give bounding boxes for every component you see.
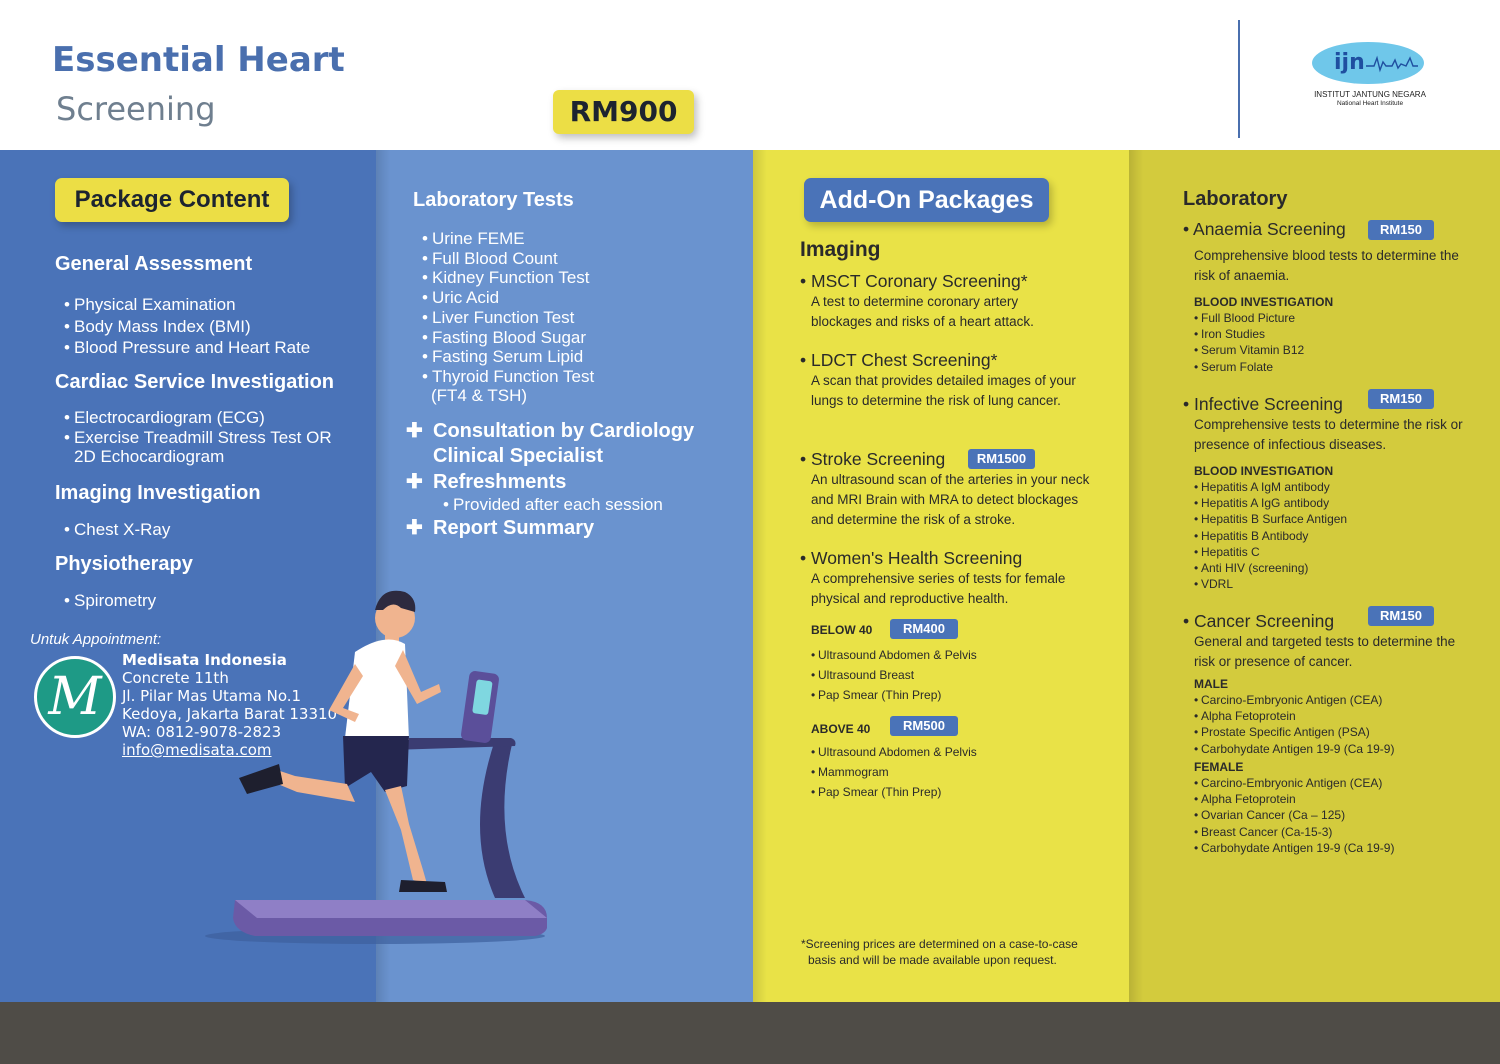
ldct-title-text: LDCT Chest Screening* [811,350,998,370]
header [0,0,1500,150]
laboratory-tests-list [422,229,594,387]
womens-health-title-text: Women's Health Screening [811,548,1023,568]
physiotherapy-list [64,590,156,612]
list-item: • Hepatitis B Antibody [1194,528,1347,544]
section-title-cardiac-service: Cardiac Service Investigation [55,371,335,393]
list-item: • Mammogram [811,762,977,782]
msct-description: A test to determine coronary artery blockages and risks of a heart attack. [811,294,1034,329]
ldct-title: • LDCT Chest Screening* [800,350,998,370]
column-shadow [1129,150,1143,1002]
female-test-list [1194,775,1394,856]
list-item: • Hepatitis C [1194,544,1347,560]
plus-icon: ✚ [406,420,423,442]
list-item: • Ultrasound Breast [811,665,977,685]
list-item: • Serum Vitamin B12 [1194,342,1304,358]
list-item: • Carcino-Embryonic Antigen (CEA) [1194,775,1394,791]
below-40-list [811,645,977,705]
refreshments-note [443,495,663,515]
address-line: Jl. Pilar Mas Utama No.1 [122,687,302,705]
section-title-physiotherapy: Physiotherapy [55,553,193,575]
stroke-title: • Stroke Screening [800,449,946,469]
list-item: • Carbohydate Antigen 19-9 (Ca 19-9) [1194,840,1394,856]
list-item: • Pap Smear (Thin Prep) [811,685,977,705]
stroke-title-text: Stroke Screening [811,449,946,469]
infective-title: • Infective Screening [1183,394,1343,414]
list-item: • Fasting Serum Lipid [422,347,594,367]
list-item: • Exercise Treadmill Stress Test OR [64,428,332,448]
laboratory-heading: Laboratory [1183,188,1288,210]
page-subtitle: Screening [56,90,216,128]
anaemia-test-list [1194,310,1304,375]
refreshments-item [406,470,746,495]
general-assessment-list [64,294,310,359]
msct-title-text: MSCT Coronary Screening* [811,271,1028,291]
female-label: FEMALE [1194,760,1244,774]
clinic-name: Medisata Indonesia [122,651,287,669]
anaemia-title: • Anaemia Screening [1183,219,1346,239]
runner-treadmill-illustration [195,580,555,980]
anaemia-description: Comprehensive blood tests to determine the risk of anaemia. [1194,248,1459,283]
logo-name: INSTITUT JANTUNG NEGARA [1314,90,1426,99]
list-item: • Hepatitis A IgG antibody [1194,495,1347,511]
anaemia-title-text: Anaemia Screening [1193,219,1346,239]
ijn-logo [1300,42,1440,114]
list-item: • Thyroid Function Test [422,367,594,387]
list-item: • Spirometry [64,590,156,612]
infective-blood-investigation-label: BLOOD INVESTIGATION [1194,464,1334,478]
header-divider [1238,20,1240,138]
footnote-line: *Screening prices are determined on a case-to-case [801,937,1078,951]
list-item: • Blood Pressure and Heart Rate [64,337,310,359]
above-40-list [811,742,977,802]
report-summary-label: Report Summary [433,517,595,539]
list-item: • Liver Function Test [422,308,594,328]
email-link[interactable]: info@medisata.com [122,741,272,759]
list-item: • Provided after each session [443,495,663,515]
package-price-badge: RM900 [553,90,694,134]
addon-packages-heading: Add-On Packages [804,178,1049,222]
infective-price-tag: RM150 [1368,389,1434,409]
list-item: • Ovarian Cancer (Ca – 125) [1194,807,1394,823]
ldct-description: A scan that provides detailed images of your lungs to determine the risk of lung cancer. [811,373,1076,408]
list-item: • Fasting Blood Sugar [422,328,594,348]
plus-icon: ✚ [406,517,423,539]
list-item: • Body Mass Index (BMI) [64,316,310,338]
imaging-heading: Imaging [800,238,881,261]
imaging-investigation-list [64,519,170,541]
list-item: • Iron Studies [1194,326,1304,342]
consultation-line: Consultation by Cardiology [433,420,695,442]
list-item: • Electrocardiogram (ECG) [64,408,332,428]
cancer-price-tag: RM150 [1368,606,1434,626]
below-40-price-tag: RM400 [890,619,958,639]
list-item-continuation: (FT4 & TSH) [431,386,528,405]
above-40-label: ABOVE 40 [811,722,871,736]
above-40-price-tag: RM500 [890,716,958,736]
list-item: • Breast Cancer (Ca-15-3) [1194,824,1394,840]
infective-title-text: Infective Screening [1194,394,1343,414]
list-item: • Serum Folate [1194,359,1304,375]
list-item: • Hepatitis B Surface Antigen [1194,511,1347,527]
phone-number: WA: 0812-9078-2823 [122,723,282,741]
list-item: • Hepatitis A IgM antibody [1194,479,1347,495]
medisata-logo: M [34,656,116,738]
womens-health-description: A comprehensive series of tests for female physical and reproductive health. [811,571,1066,606]
list-item: • Ultrasound Abdomen & Pelvis [811,742,977,762]
list-item: • Physical Examination [64,294,310,316]
consultation-item [406,419,746,469]
list-item: • Anti HIV (screening) [1194,560,1347,576]
plus-icon: ✚ [406,471,423,493]
list-item: • Uric Acid [422,288,594,308]
anaemia-blood-investigation-label: BLOOD INVESTIGATION [1194,295,1334,309]
stroke-price-tag: RM1500 [968,449,1035,469]
cancer-title-text: Cancer Screening [1194,611,1335,631]
list-item: • Kidney Function Test [422,268,594,288]
list-item: 2D Echocardiogram [74,447,225,467]
page-title: Essential Heart [52,40,345,80]
list-item: • Alpha Fetoprotein [1194,791,1394,807]
section-title-imaging-investigation: Imaging Investigation [55,482,261,504]
list-item: • Urine FEME [422,229,594,249]
list-item: • Chest X-Ray [64,519,170,541]
consultation-line: Clinical Specialist [433,445,604,467]
refreshments-label: Refreshments [433,471,567,493]
cancer-description: General and targeted tests to determine the risk or presence of cancer. [1194,634,1456,669]
heartbeat-icon [1366,52,1418,74]
list-item: • Pap Smear (Thin Prep) [811,782,977,802]
infective-description: Comprehensive tests to determine the risk or presence of infectious diseases. [1194,417,1463,452]
laboratory-tests-heading: Laboratory Tests [413,189,574,211]
list-item: • Full Blood Picture [1194,310,1304,326]
list-item: • Prostate Specific Antigen (PSA) [1194,724,1394,740]
list-item: • Carcino-Embryonic Antigen (CEA) [1194,692,1394,708]
list-item: • VDRL [1194,576,1347,592]
package-content-heading: Package Content [55,178,289,222]
stroke-description: An ultrasound scan of the arteries in your neck and MRI Brain with MRA to detect blockages and determine the risk of a stroke. [811,472,1090,527]
anaemia-price-tag: RM150 [1368,220,1434,240]
list-item: • Carbohydate Antigen 19-9 (Ca 19-9) [1194,741,1394,757]
footnote-line: basis and will be made available upon request. [808,953,1057,967]
infective-test-list [1194,479,1347,592]
below-40-label: BELOW 40 [811,623,873,637]
list-item: • Full Blood Count [422,249,594,269]
male-label: MALE [1194,677,1228,691]
list-item: • Alpha Fetoprotein [1194,708,1394,724]
footer-band [0,1002,1500,1064]
cardiac-service-list [64,408,332,467]
section-title-general-assessment: General Assessment [55,253,253,275]
cancer-title: • Cancer Screening [1183,611,1335,631]
male-test-list [1194,692,1394,757]
appointment-label: Untuk Appointment: [30,631,162,648]
msct-title: • MSCT Coronary Screening* [800,271,1028,291]
address-line: Concrete 11th [122,669,229,687]
logo-name-english: National Heart Institute [1336,100,1404,107]
address-line: Kedoya, Jakarta Barat 13310 [122,705,338,723]
column-shadow [753,150,767,1002]
list-item: • Ultrasound Abdomen & Pelvis [811,645,977,665]
price-footnote [801,936,1078,968]
womens-health-title: • Women's Health Screening [800,548,1023,568]
logo-abbrev: ijn [1334,50,1365,75]
report-summary-item [406,516,746,541]
